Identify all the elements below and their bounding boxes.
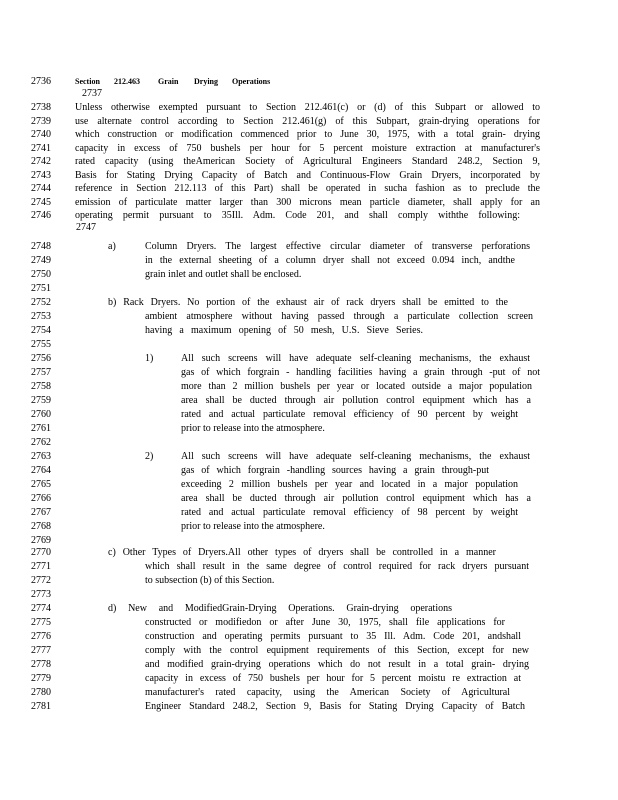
line-text: having a maximum opening of 50 mesh, U.S. Sieve Series. bbox=[145, 325, 423, 336]
line-text: gas of which forgrain - handling facilities having a grain through -put of not bbox=[181, 367, 540, 378]
text-line bbox=[0, 196, 618, 209]
line-text: b) Rack Dryers. No portion of the exhaust air of rack dryers shall be emitted to the bbox=[108, 297, 508, 308]
line-number: 2766 bbox=[31, 493, 51, 504]
line-number: 2745 bbox=[31, 196, 51, 208]
heading-section-number: 212.463 bbox=[114, 77, 140, 86]
text-line bbox=[0, 616, 618, 629]
line-number: 2739 bbox=[31, 115, 51, 127]
line-number: 2754 bbox=[31, 325, 51, 336]
line-number: 2777 bbox=[31, 645, 51, 656]
text-line bbox=[0, 672, 618, 685]
line-text: c) Other Types of Dryers.All other types of dryers shall be controlled in a manner bbox=[108, 547, 496, 558]
text-line bbox=[0, 560, 618, 573]
text-line bbox=[0, 546, 618, 559]
line-text: to subsection (b) of this Section. bbox=[145, 575, 275, 586]
line-number: 2749 bbox=[31, 255, 51, 266]
line-text: rated and actual particulate removal efficiency of 98 percent by weight bbox=[181, 507, 518, 518]
text-line bbox=[0, 506, 618, 519]
line-number: 2740 bbox=[31, 129, 51, 140]
text-line bbox=[0, 602, 618, 615]
text-line bbox=[0, 644, 618, 657]
line-number: 2778 bbox=[31, 659, 51, 670]
line-text: area shall be ducted through air pollution control equipment which has a bbox=[181, 493, 531, 504]
line-number: 2763 bbox=[31, 451, 51, 462]
item-label: 2) bbox=[145, 451, 154, 462]
text-line bbox=[0, 101, 618, 114]
line-text: rated capacity (using theAmerican Society of Agricultural Engineers Standard 248.2, Section 9, bbox=[75, 156, 540, 167]
line-text: in the external sheeting of a column dryer shall not exceed 0.094 inch, andthe bbox=[145, 255, 515, 266]
text-line bbox=[0, 169, 618, 182]
line-text: grain inlet and outlet shall be enclosed. bbox=[145, 269, 302, 280]
line-text: prior to release into the atmosphere. bbox=[181, 423, 325, 434]
line-number: 2775 bbox=[31, 617, 51, 628]
heading-word-operations: Operations bbox=[232, 77, 271, 86]
text-line bbox=[0, 450, 618, 463]
text-line bbox=[0, 394, 618, 407]
text-line bbox=[0, 366, 618, 379]
line-number: 2746 bbox=[31, 210, 51, 221]
line-number: 2776 bbox=[31, 631, 51, 642]
line-number: 2767 bbox=[31, 507, 51, 518]
text-line bbox=[0, 686, 618, 699]
line-text: emission of particulate matter larger than 300 microns mean particle diameter, shall apply for an bbox=[75, 196, 540, 208]
page-ref-number: 2737 bbox=[82, 88, 102, 99]
line-number: 2744 bbox=[31, 183, 51, 194]
text-line bbox=[0, 408, 618, 421]
line-number: 2756 bbox=[31, 353, 51, 364]
line-number: 2757 bbox=[31, 367, 51, 378]
text-line bbox=[0, 492, 618, 505]
text-line bbox=[0, 380, 618, 393]
line-number: 2764 bbox=[31, 465, 51, 476]
line-text: All such screens will have adequate self-cleaning mechanisms, the exhaust bbox=[181, 353, 530, 364]
line-number: 2760 bbox=[31, 409, 51, 420]
line-text: construction and operating permits pursuant to 35 Ill. Adm. Code 201, andshall bbox=[145, 631, 521, 642]
line-text: more than 2 million bushels per year or located outside a major population bbox=[181, 381, 532, 392]
text-line bbox=[0, 520, 618, 533]
line-number: 2738 bbox=[31, 102, 51, 113]
line-number: 2769 bbox=[31, 535, 51, 546]
line-text: Column Dryers. The largest effective circular diameter of transverse perforations bbox=[145, 241, 530, 252]
line-text: reference in Section 212.113 of this Part) shall be operated in sucha fashion as to preclude the bbox=[75, 183, 540, 194]
text-line bbox=[0, 254, 618, 267]
line-text: which shall result in the same degree of control required for rack dryers pursuant bbox=[145, 561, 529, 572]
line-text: Engineer Standard 248.2, Section 9, Basis for Stating Drying Capacity of Batch bbox=[145, 701, 525, 712]
line-number: 2773 bbox=[31, 589, 51, 600]
line-text: manufacturer's rated capacity, using the American Society of Agricultural bbox=[145, 687, 510, 698]
blank-line bbox=[0, 588, 618, 601]
line-number: 2736 bbox=[31, 76, 51, 87]
blank-line bbox=[0, 436, 618, 449]
text-line bbox=[0, 296, 618, 309]
line-text: All such screens will have adequate self-cleaning mechanisms, the exhaust bbox=[181, 451, 530, 462]
line-text: prior to release into the atmosphere. bbox=[181, 521, 325, 532]
line-text: area shall be ducted through air pollution control equipment which has a bbox=[181, 395, 531, 406]
line-text: use alternate control according to Section 212.461(g) of this Subpart, grain-drying operations for bbox=[75, 115, 540, 127]
text-line bbox=[0, 422, 618, 435]
line-text: and modified grain-drying operations which do not result in a total grain- drying bbox=[145, 659, 529, 670]
line-text: capacity in excess of 750 bushels per hour for 5 percent moistu re extraction at bbox=[145, 673, 521, 684]
page-ref-number: 2747 bbox=[76, 222, 96, 233]
line-text: ambient atmosphere without having passed through a particulate collection screen bbox=[145, 311, 533, 322]
text-line bbox=[0, 310, 618, 323]
text-line bbox=[0, 268, 618, 281]
heading-word-grain: Grain bbox=[158, 77, 179, 86]
line-number: 2742 bbox=[31, 156, 51, 167]
line-number: 2751 bbox=[31, 283, 51, 294]
line-text: capacity in excess of 750 bushels per hour for 5 percent moisture extraction at manufacturer's bbox=[75, 142, 540, 154]
line-text: Unless otherwise exempted pursuant to Section 212.461(c) or (d) of this Subpart or allowed to bbox=[75, 102, 540, 113]
line-number: 2758 bbox=[31, 381, 51, 392]
line-number: 2762 bbox=[31, 437, 51, 448]
text-line bbox=[0, 478, 618, 491]
page-reference bbox=[0, 221, 618, 234]
text-line bbox=[0, 182, 618, 195]
line-number: 2771 bbox=[31, 561, 51, 572]
text-line bbox=[0, 240, 618, 253]
line-number: 2750 bbox=[31, 269, 51, 280]
line-text: d) New and ModifiedGrain-Drying Operations. Grain-drying operations bbox=[108, 603, 452, 614]
line-text: comply with the control equipment requirements of this Section, except for new bbox=[145, 645, 529, 656]
blank-line bbox=[0, 282, 618, 295]
line-number: 2779 bbox=[31, 673, 51, 684]
line-number: 2772 bbox=[31, 575, 51, 586]
line-text: operating permit pursuant to 35Ill. Adm. Code 201, and shall comply withthe following: bbox=[75, 210, 520, 221]
page-reference bbox=[0, 87, 618, 100]
line-number: 2743 bbox=[31, 169, 51, 181]
line-text: rated and actual particulate removal efficiency of 90 percent by weight bbox=[181, 409, 518, 420]
heading-section-word: Section bbox=[75, 77, 100, 86]
text-line bbox=[0, 464, 618, 477]
line-number: 2753 bbox=[31, 311, 51, 322]
line-number: 2768 bbox=[31, 521, 51, 532]
text-line bbox=[0, 630, 618, 643]
line-number: 2759 bbox=[31, 395, 51, 406]
text-line bbox=[0, 115, 618, 128]
text-line bbox=[0, 574, 618, 587]
line-number: 2761 bbox=[31, 423, 51, 434]
line-number: 2752 bbox=[31, 297, 51, 308]
line-number: 2765 bbox=[31, 479, 51, 490]
text-line bbox=[0, 142, 618, 155]
text-line bbox=[0, 700, 618, 713]
line-text: constructed or modifiedon or after June 30, 1975, shall file applications for bbox=[145, 617, 505, 628]
text-line bbox=[0, 324, 618, 337]
text-line bbox=[0, 352, 618, 365]
line-number: 2741 bbox=[31, 142, 51, 154]
line-number: 2748 bbox=[31, 241, 51, 252]
line-text: which construction or modification commenced prior to June 30, 1975, with a total grain- drying bbox=[75, 129, 540, 140]
line-number: 2774 bbox=[31, 603, 51, 614]
subsection-label: a) bbox=[108, 241, 116, 252]
line-text: Basis for Stating Drying Capacity of Batch and Continuous-Flow Grain Dryers, incorporated by bbox=[75, 169, 540, 181]
item-label: 1) bbox=[145, 353, 154, 364]
line-number: 2781 bbox=[31, 701, 51, 712]
line-number: 2780 bbox=[31, 687, 51, 698]
line-number: 2755 bbox=[31, 339, 51, 350]
text-line bbox=[0, 658, 618, 671]
line-number: 2770 bbox=[31, 547, 51, 558]
line-text: exceeding 2 million bushels per year and located in a major population bbox=[181, 479, 518, 490]
text-line bbox=[0, 155, 618, 168]
heading-word-drying: Drying bbox=[194, 77, 218, 86]
blank-line bbox=[0, 338, 618, 351]
text-line bbox=[0, 128, 618, 141]
line-text: gas of which forgrain -handling sources having a grain through-put bbox=[181, 465, 489, 476]
